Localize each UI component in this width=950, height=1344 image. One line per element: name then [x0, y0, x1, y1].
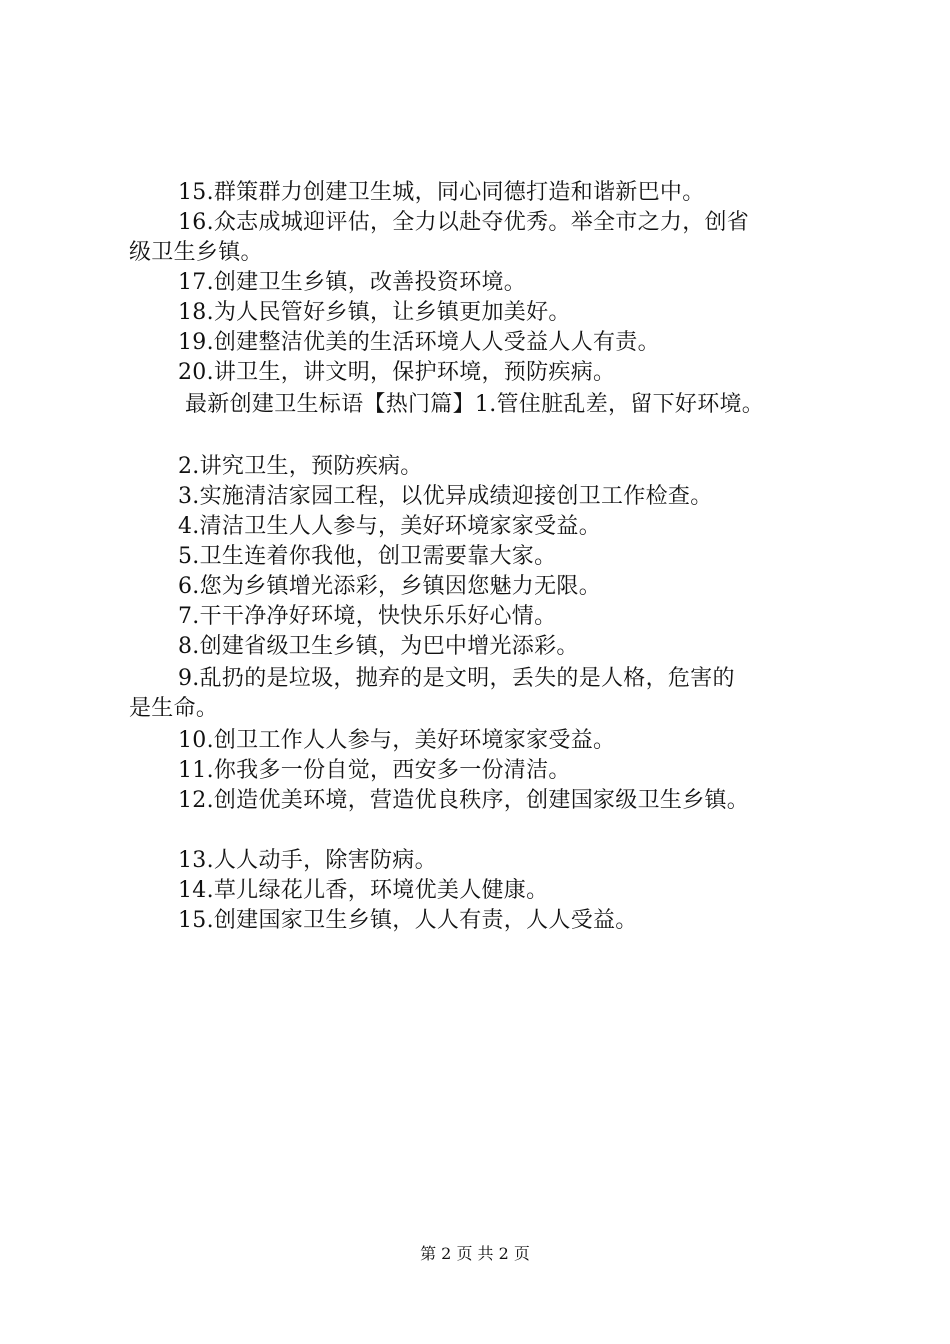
slogan-line: 17.创建卫生乡镇，改善投资环境。 — [178, 270, 527, 295]
slogan-line: 6.您为乡镇增光添彩，乡镇因您魅力无限。 — [178, 574, 601, 599]
slogan-line: 9.乱扔的是垃圾，抛弃的是文明，丢失的是人格，危害的 — [178, 666, 735, 691]
section-heading: 最新创建卫生标语【热门篇】1.管住脏乱差，留下好环境。 — [185, 392, 765, 417]
slogan-line: 10.创卫工作人人参与，美好环境家家受益。 — [178, 728, 616, 753]
slogan-line: 8.创建省级卫生乡镇，为巴中增光添彩。 — [178, 634, 579, 659]
slogan-line: 11.你我多一份自觉，西安多一份清洁。 — [178, 758, 571, 783]
slogan-line: 19.创建整洁优美的生活环境人人受益人人有责。 — [178, 330, 660, 355]
slogan-line: 18.为人民管好乡镇，让乡镇更加美好。 — [178, 300, 571, 325]
slogan-line: 15.创建国家卫生乡镇，人人有责，人人受益。 — [178, 908, 638, 933]
slogan-line: 3.实施清洁家园工程，以优异成绩迎接创卫工作检查。 — [178, 484, 713, 509]
slogan-line-continuation: 级卫生乡镇。 — [129, 240, 263, 265]
page-number-footer: 第 2 页 共 2 页 — [420, 1244, 530, 1263]
slogan-line: 5.卫生连着你我他，创卫需要靠大家。 — [178, 544, 557, 569]
slogan-line: 7.干干净净好环境，快快乐乐好心情。 — [178, 604, 557, 629]
slogan-line-continuation: 是生命。 — [129, 696, 219, 721]
slogan-line: 13.人人动手，除害防病。 — [178, 848, 437, 873]
slogan-line: 16.众志成城迎评估，全力以赴夺优秀。举全市之力，创省 — [178, 210, 750, 235]
slogan-line: 20.讲卫生，讲文明，保护环境，预防疾病。 — [178, 360, 616, 385]
slogan-line: 14.草儿绿花儿香，环境优美人健康。 — [178, 878, 549, 903]
slogan-line: 15.群策群力创建卫生城，同心同德打造和谐新巴中。 — [178, 180, 705, 205]
slogan-line: 2.讲究卫生，预防疾病。 — [178, 454, 423, 479]
slogan-line: 4.清洁卫生人人参与，美好环境家家受益。 — [178, 514, 601, 539]
slogan-line: 12.创造优美环境，营造优良秩序，创建国家级卫生乡镇。 — [178, 788, 750, 813]
